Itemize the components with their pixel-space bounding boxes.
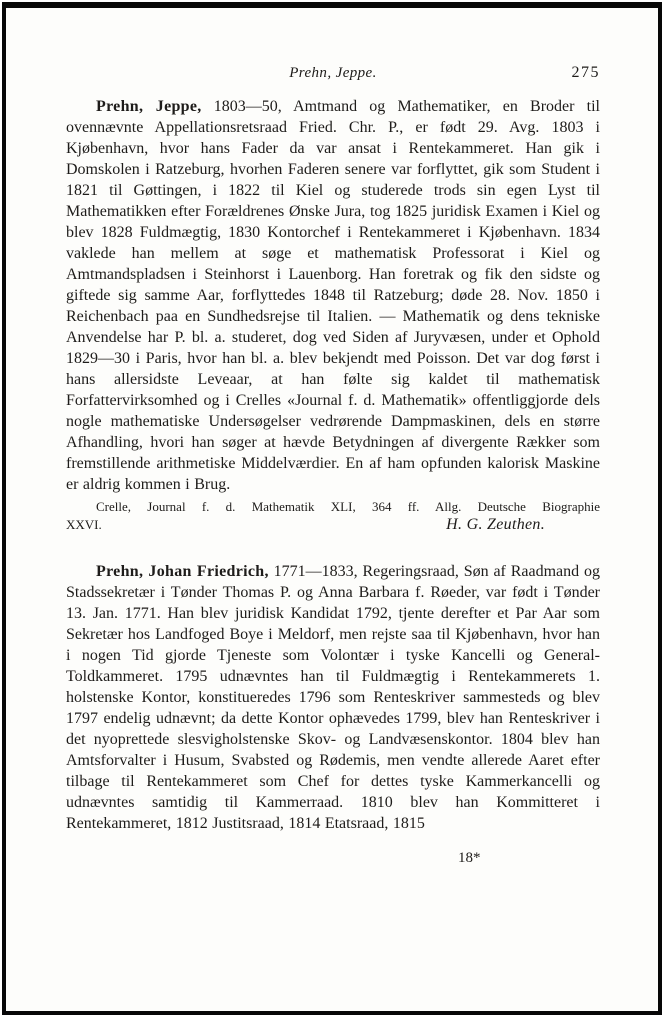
citation-line-2 xyxy=(66,516,600,534)
page-footer xyxy=(66,850,600,867)
entry-prehn-jeppe xyxy=(66,96,600,495)
running-head xyxy=(66,64,600,84)
entry-prehn-johan-friedrich-text: 1771—1833, Regeringsraad, Søn af Raadmand og Stadssekretær i Tønder Thomas P. og Anna Barbara f. Røeder, var født i Tønder 13. Jan. 1771. Han blev juridisk Kandidat 1792, tjente derefter et Par Aar som Sekretær hos Landfoged Boye i Meldorf, men rejste saa til Kjøbenhavn, hvor han i nogen Tid gjorde Tjeneste som Volontær i tyske Kancelli og General-Toldkammeret. 1795 udnævntes han til Fuldmægtig i Rentekammerets 1. holstenske Kontor, konstitueredes 1796 som Renteskriver sammesteds og blev 1797 endelig udnævnt; da dette Kontor ophævedes 1799, blev han Renteskriver i det nyoprettede slesvigholstenske Skov- og Landvæsenskontor. 1804 blev han Amtsforvalter i Husum, Svabsted og Rødemis, men vendte allerede Aaret efter tilbage til Rentekammeret som Chef for dettes tyske Kammerkancelli og udnævntes samtidig til Kammerraad. 1810 blev han Kommitteret i Rentekammeret, 1812 Justitsraad, 1814 Etatsraad, 1815 xyxy=(66,563,600,832)
citation-line-1: Crelle, Journal f. d. Mathematik XLI, 364 ff. Allg. Deutsche Biographie xyxy=(96,499,600,514)
sheet-signature-mark: 18* xyxy=(458,850,481,866)
running-title: Prehn, Jeppe. xyxy=(289,65,377,81)
page-body xyxy=(66,96,600,834)
entry-prehn-johan-friedrich xyxy=(66,561,600,834)
scan-border-frame xyxy=(2,2,662,1015)
entry-prehn-jeppe-heading: Prehn, Jeppe, xyxy=(96,98,202,115)
page-content xyxy=(6,8,658,1011)
entry-prehn-johan-friedrich-heading: Prehn, Johan Friedrich, xyxy=(96,563,269,580)
citation-continuation: XXVI. xyxy=(66,516,102,532)
entry-prehn-jeppe-text: 1803—50, Amtmand og Mathematiker, en Broder til ovennævnte Appellationsretsraad Fried. Chr. P., er født 29. Avg. 1803 i Kjøbenhavn, hvor hans Fader da var ansat i Rentekammeret. Han gik i Domskolen i Ratzeburg, hvorhen Faderen senere var forflyttet, gik som Student i 1821 til Gøttingen, i 1822 til Kiel og studerede trods sin egen Lyst til Mathematikken efter Forældrenes Ønske Jura, tog 1825 juridisk Examen i Kiel og blev 1828 Fuldmægtig, 1830 Kontorchef i Rentekammeret i Kjøbenhavn. 1834 vaklede han mellem at søge et mathematisk Professorat i Kiel og Amtmandspladsen i Steinhorst i Lauenborg. Han foretrak og fik den sidste og giftede sig samme Aar, forflyttedes 1848 til Ratzeburg; døde 28. Nov. 1850 i Reichenbach paa en Sundhedsrejse til Italien. — Mathematik og dens tekniske Anvendelse har P. bl. a. studeret, dog ved Siden af Juryvæsen, under et Ophold 1829—30 i Paris, hvor han bl. a. blev bekjendt med Poisson. Det var dog først i hans allersidste Leveaar, at han følte sig kaldet til mathematisk Forfattervirksomhed og i Crelles «Journal f. d. Mathematik» offentliggjorde dels nogle mathematiske Undersøgelser vedrørende Dampmaskinen, dels en større Afhandling, hvori han søger at hævde Betydningen af divergente Rækker som fremstillende arithmetiske Middelværdier. En af ham opfunden kalorisk Maskine er aldrig kommen i Brug. xyxy=(66,98,600,493)
citation-block xyxy=(66,498,600,533)
page-number: 275 xyxy=(571,64,600,81)
author-signature: H. G. Zeuthen. xyxy=(446,515,545,533)
